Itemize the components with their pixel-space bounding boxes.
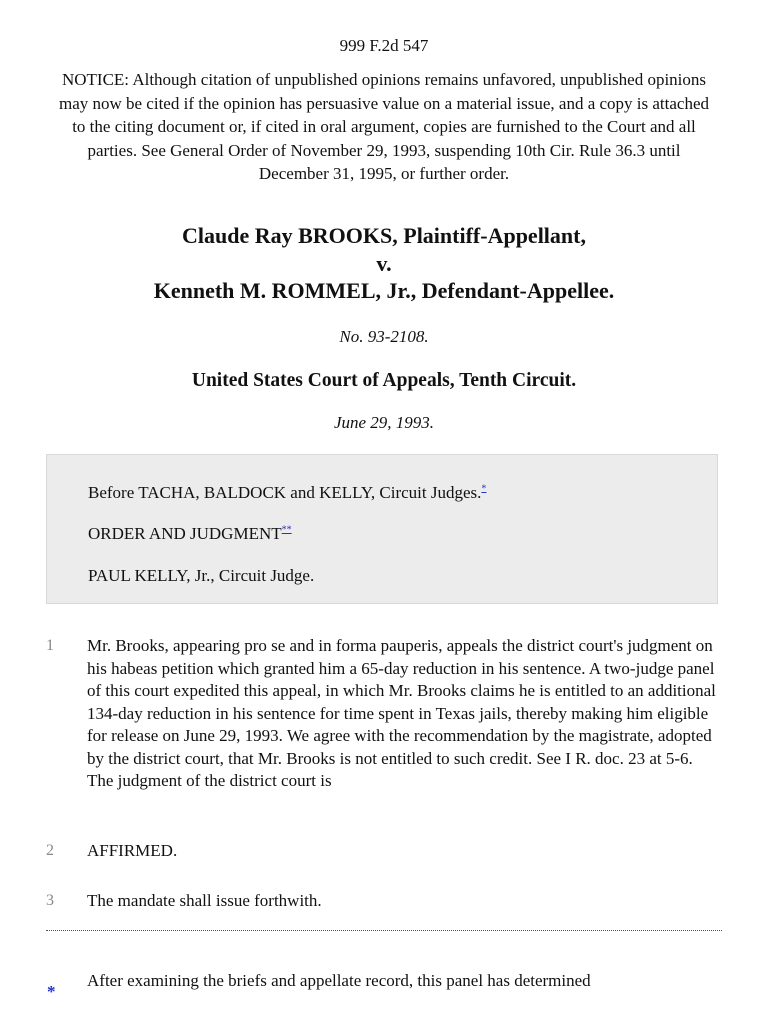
- panel-judges-line: [88, 483, 486, 503]
- panel-box: [46, 454, 718, 604]
- court-name: United States Court of Appeals, Tenth Circuit.: [191, 370, 577, 391]
- opinion-author: PAUL KELLY, Jr., Circuit Judge.: [88, 566, 315, 585]
- plaintiff-line: Claude Ray BROOKS, Plaintiff-Appellant,: [182, 223, 586, 248]
- decision-date: June 29, 1993.: [333, 413, 435, 432]
- footnote-link-star[interactable]: *: [481, 483, 487, 495]
- footnote-text: After examining the briefs and appellate record, this panel has determined: [87, 971, 591, 990]
- versus-line: v.: [376, 250, 392, 276]
- unpublished-notice: NOTICE: Although citation of unpublished opinions remains unfavored, unpublished opinions may now be cited if the opinion has persuasive value on a material issue, and a copy is attached to the citing document or, if cited in oral argument, copies are furnished to the Court and all parties. See General Order of November 29, 1993, suspending 10th Cir. Rule 36.3 until December 31, 1995, or further order.: [58, 70, 710, 183]
- paragraph-number: 2: [46, 842, 54, 859]
- docket-number: No. 93-2108.: [339, 327, 429, 346]
- footnote-divider: [46, 930, 722, 931]
- order-judgment-line: [88, 524, 292, 544]
- case-caption: [0, 222, 768, 305]
- paragraph-number: 3: [46, 892, 54, 909]
- case-citation: 999 F.2d 547: [339, 36, 429, 55]
- paragraph-text: The mandate shall issue forthwith.: [87, 891, 322, 910]
- footnote-marker[interactable]: *: [47, 982, 56, 1001]
- paragraph-text: Mr. Brooks, appearing pro se and in forma pauperis, appeals the district court's judgment on his habeas petition which granted him a 65-day reduction in his sentence. A two-judge panel of this court expedited this appeal, in which Mr. Brooks claims he is entitled to an additional 134-day reduction in his sentence for time spent in Texas jails, thereby making him eligible for release on June 29, 1993. We agree with the recommendation by the magistrate, adopted by the district court, that Mr. Brooks is not entitled to such credit. See I R. doc. 23 at 5-6. The judgment of the district court is: [87, 636, 716, 790]
- panel-judges: Before TACHA, BALDOCK and KELLY, Circuit Judges.: [88, 483, 482, 502]
- footnote-link-double-star[interactable]: **: [281, 524, 292, 536]
- order-and-judgment: ORDER AND JUDGMENT: [88, 524, 282, 543]
- defendant-line: Kenneth M. ROMMEL, Jr., Defendant-Appellee.: [153, 278, 615, 303]
- paragraph-number: 1: [46, 637, 54, 654]
- paragraph-text: AFFIRMED.: [87, 841, 178, 860]
